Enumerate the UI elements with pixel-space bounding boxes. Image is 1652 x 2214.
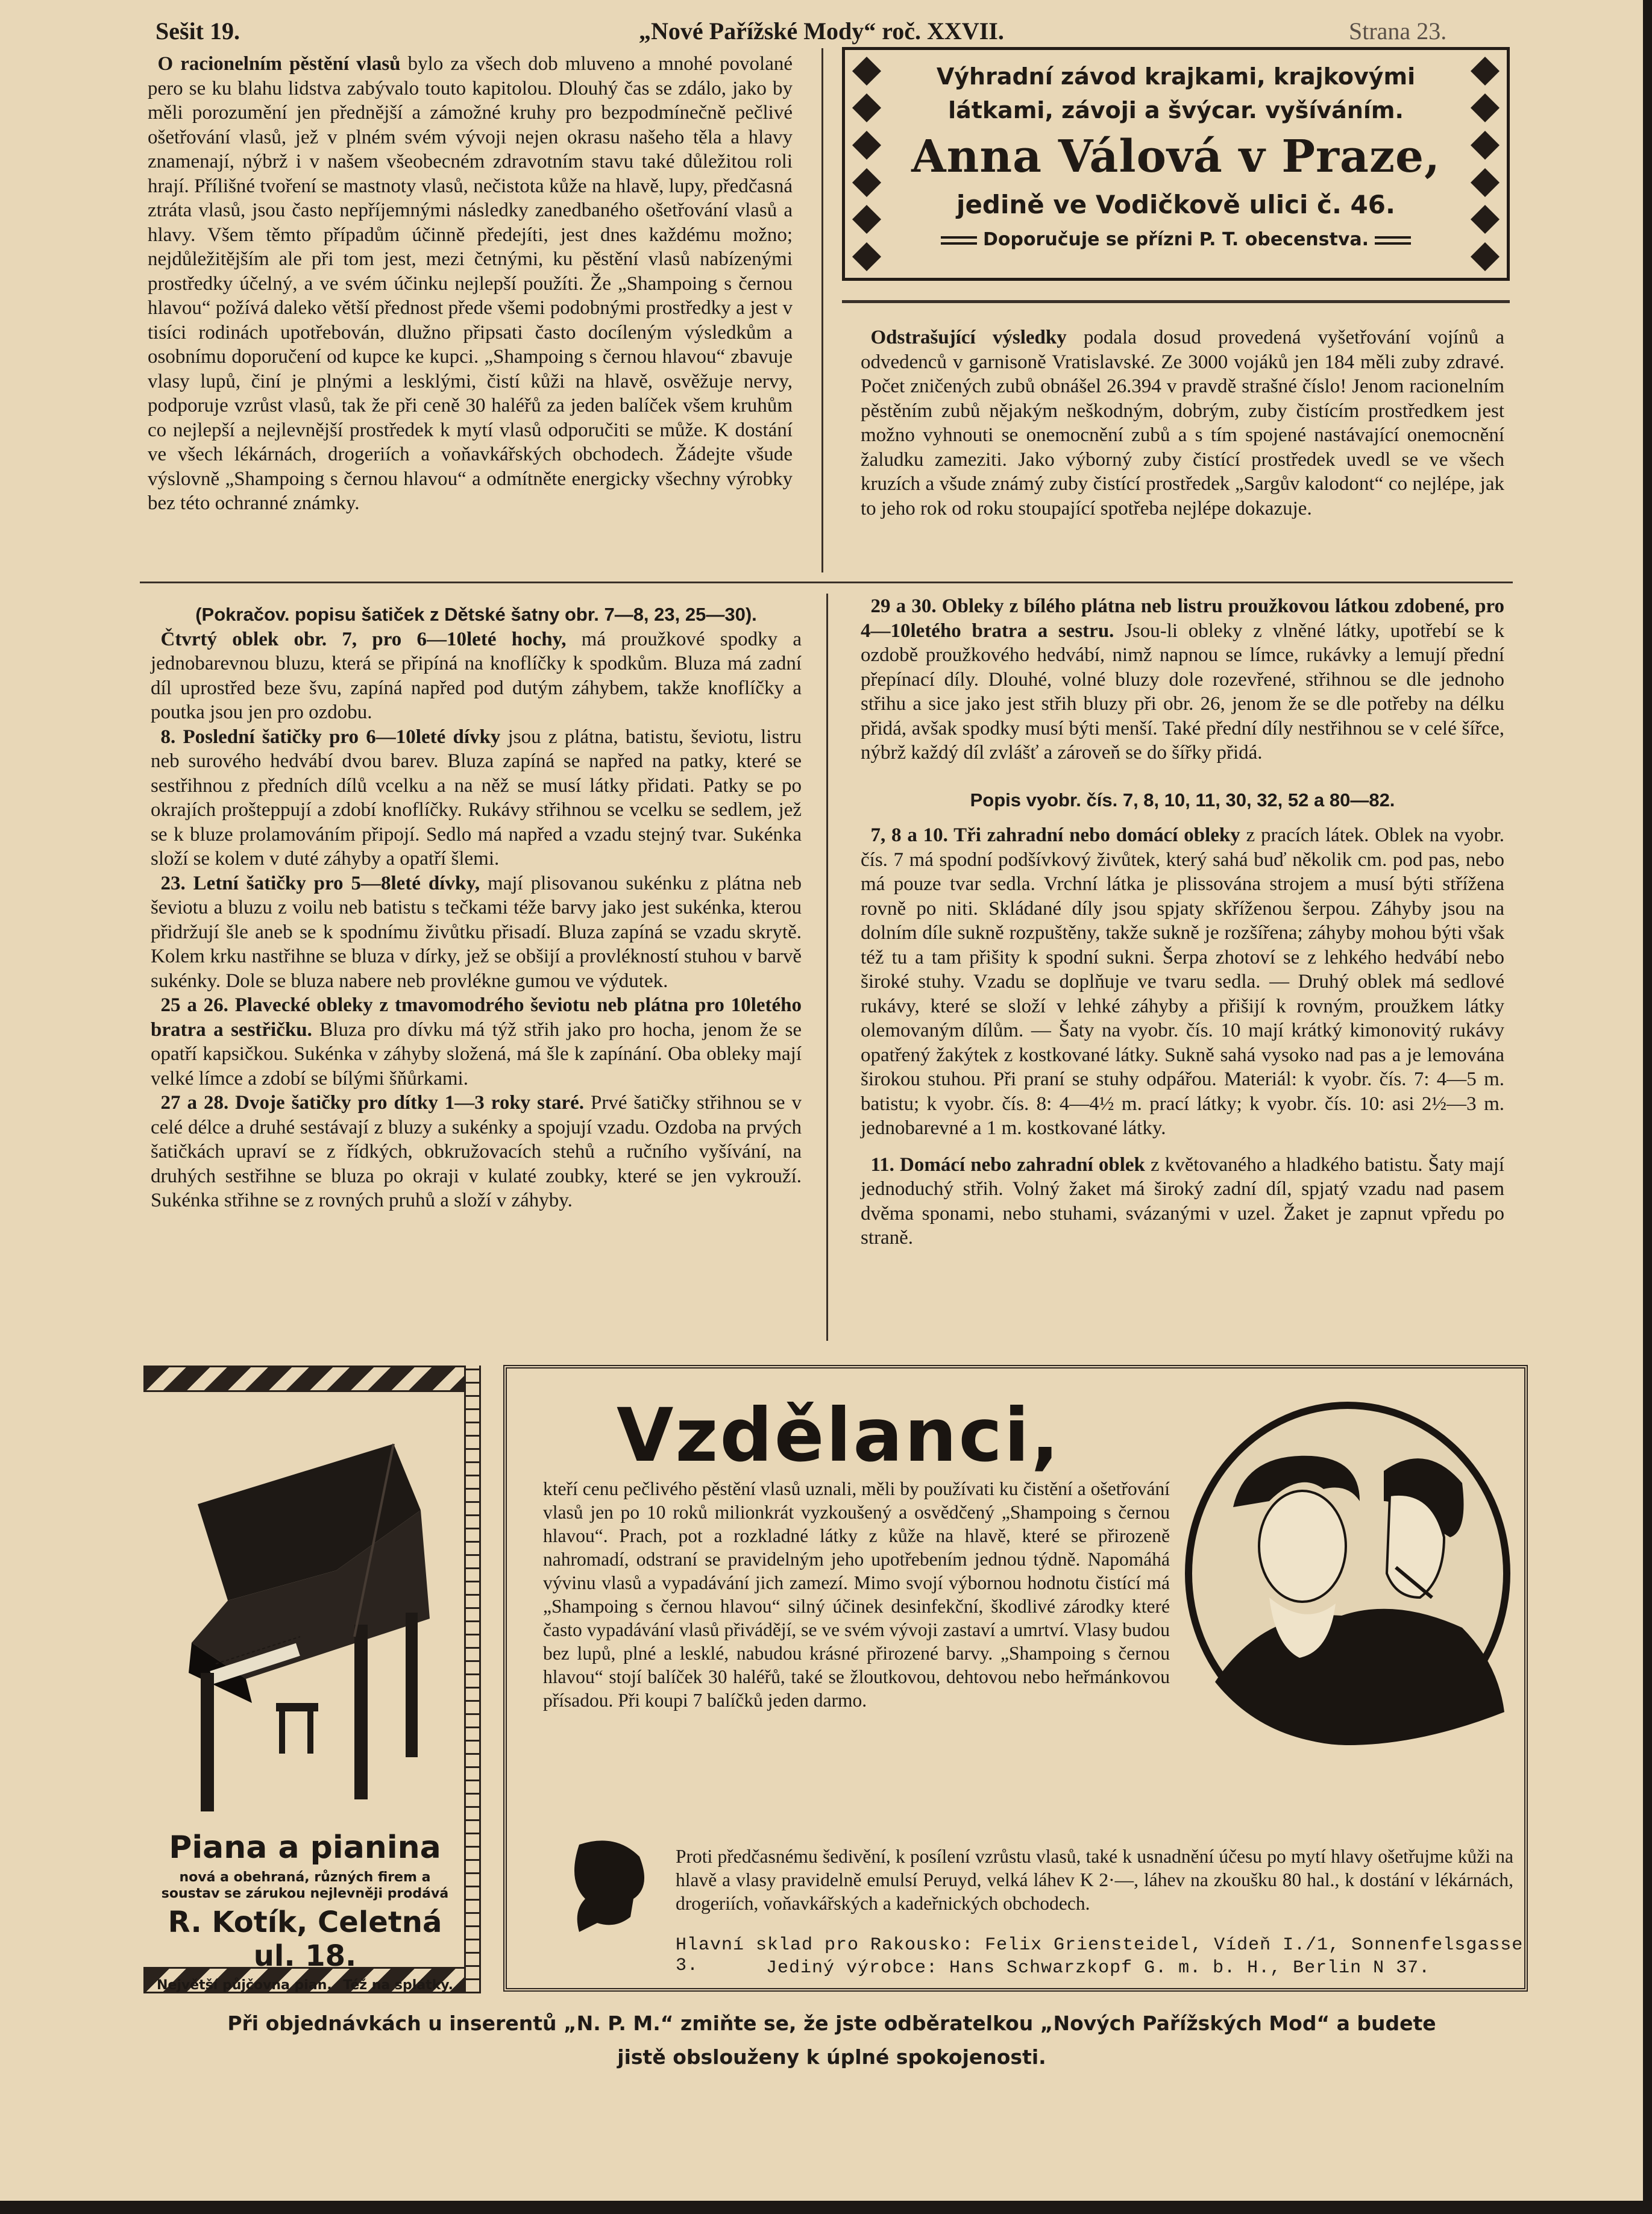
ad-vzdelanci-text2: Proti předčasnému šedivění, k posílení vzrůstu vlasů, také k usnadnění účesu po mytí hlavy ošetřujme kůži na hlavě a vlasy pravidelně emulsí Peruyd, velká láhev K 2·—, láhev na zkoušku 80 hal., k dostání v lékárnách, drogeriích, voňavkářských a kadeřnických obchodech. xyxy=(676,1846,1513,1914)
item-11: 11. Domácí nebo zahradní oblek z květovaného a hladkého batistu. Šaty mají jednoduchý střih. Volný žaket má široký zadní díl, spjatý vzadu nad pasem dvěma sponami, nebo stuhami, svázanými v uzel. Žaket je zapnut vpředu po straně. xyxy=(861,1153,1504,1249)
article-shampoo-lead: O racionelním pěstění vlasů xyxy=(157,53,401,75)
ad-piano-top-border xyxy=(143,1366,481,1392)
diamond-border-right xyxy=(1467,52,1503,275)
ad-piano-rental: Největší půjčovna pian. xyxy=(157,1978,332,1993)
item-29-30: 29 a 30. Obleky z bílého plátna neb listru proužkovou látkou zdobené, pro 4—10letého bratra a sestru. Jsou-li obleky z vlněné látky, upotřebí se k ozdobě proužkového hedvábí, nimž napnou se límce, rukávky a lemují přední přepínací díly. Dlouhé, volné bluzy dole rozevřené, střihnou se dle jednoho střihu a sice jako jest střih bluzy při obr. 26, jenom že se dle potřeby na délku přidá, avšak spodky musí býti menší. Také přední díly nestřihnou se v celé šířce, nýbrž každý díl zvlášť a zároveň se do šířky přidá. xyxy=(861,595,1504,764)
diamond-border-left xyxy=(849,52,885,275)
item-8: 8. Poslední šatičky pro 6—10leté dívky jsou z plátna, batistu, ševiotu, listru neb surového hedvábí dvou barev. Bluza zapíná se napřed na patky, které se sestřihnou z předních dílů vcelku a na něž se musí látky přidati. Patky se po okrajích prošteppují a zdobí knoflíčky. Rukávy střihnou se vcelku se sedlem, jež se k bluze prolamováním připojí. Sedlo má napřed a vzadu stejný tvar. Sukénka složí se kolem v duté záhyby a opatří šlemi. xyxy=(151,726,802,870)
article-teeth xyxy=(861,325,1504,521)
grand-piano-illustration xyxy=(155,1420,457,1830)
ad-vzdelanci-title: Vzdělanci, xyxy=(617,1393,1061,1478)
header-issue: Sešit 19. xyxy=(155,17,240,45)
article-teeth-lead: Odstrašující výsledky xyxy=(870,327,1067,348)
header-magazine: „Nové Pařížské Mody“ roč. XXVII. xyxy=(639,17,1004,45)
header-page: Strana 23. xyxy=(1349,17,1447,45)
article-shampoo xyxy=(148,52,793,516)
ad-vzdelanci-warehouse: Hlavní sklad pro Rakousko: Felix Griensteidel, Vídeň I./1, Sonnenfelsgasse 3. xyxy=(676,1935,1524,1976)
ad-lace-rule xyxy=(842,300,1510,303)
ad-piano-name: R. Kotík, Celetná ul. 18. xyxy=(168,1905,442,1973)
ad-lace xyxy=(842,47,1510,281)
ad-lace-recommend: Doporučuje se přízni P. T. obecenstva. xyxy=(887,229,1465,250)
column-rule-middle xyxy=(826,594,828,1341)
section-divider xyxy=(140,582,1513,583)
article-teeth-body: podala dosud provedená vyšetřování vojínů a odvedenců v garnisoně Vratislavské. Ze 3000 vojáků jen 184 měli zuby zdravé. Počet zničených zubů obnášel 26.394 v pravdě strašné číslo! Jenom racionelním pěstěním zubů nějakým neškodným, dobrým, zuby čistícím prostředkem jest možno vyhnouti se onemocnění zubů a s tím spojené nastávající onemocnění žaludku zameziti. Jako výborný zuby čistící prostředek uvedl se ve všech kruzích a všude známý zuby čistící prostředek „Sargův kalodont“ co nejlépe, jak to jeho rok od roku stoupající spotřeba nejlépe dokazuje. xyxy=(861,327,1504,519)
ad-lace-line2: látkami, závoji a švýcar. vyšíváním. xyxy=(948,97,1404,124)
item-23: 23. Letní šatičky pro 5—8leté dívky, mají plisovanou sukénku z plátna neb ševiotu a bluzu z voilu neb batistu s tečkami téže barvy jako jest sukénka, kterou přidržují šle aneb se k spodnímu živůtku přisadí. Bluza zapíná se vzadu skrytě. Kolem krku nastřihne se bluza v dírky, jež se obšijí a provlékností stuhou v barvě sukénky. Dole se bluza nabere neb provlékne gumou ve výdutek. xyxy=(151,872,802,992)
ad-piano-title: Piana a pianina xyxy=(169,1830,441,1866)
ad-vzdelanci-text1: kteří cenu pečlivého pěstění vlasů uznali, měli by používati ku čistění a ošetřování vlasů jen po 10 roků milionkrát vyzkoušený a osvědčený „Shampoing s černou hlavou“. Prach, pot a rozkladné látky z kůže na hlavě, které se přirozeně nahromadí, odstraní se pravidelným jeho upotřebením jednou týdně. Napomáhá vývinu vlasů a vypadávání jich zamezí. Mimo svojí výbornou hodnotu čistící má „Shampoing s černou hlavou“ silný účinek desinfekční, škodlivé zárodky které často vypadávání vlasů přivádějí, se ve svém vývoji zastaví a umrtví. Vlasy budou bez lupů, plné a lesklé, nabudou krásné přirozené barvy. „Shampoing s černou hlavou“ stojí balíček 30 haléřů, také se žloutkovou, dehtovou nebo heřmánkovou přísadou. Při koupi 7 balíčků jeden darmo. xyxy=(543,1478,1170,1711)
silhouette-head-icon xyxy=(555,1833,658,1935)
ad-piano xyxy=(143,1366,481,1993)
item-7: Čtvrtý oblek obr. 7, pro 6—10leté hochy, má proužkové spodky a jednobarevnou bluzu, která se připíná na knoflíčky k spodkům. Bluza má zadní díl uprostřed beze švu, zapíná napřed pod dutým záhybem, takže knoflíčky a poutka jsou jen pro ozdobu. xyxy=(151,628,802,723)
ad-piano-subtitle: nová a obehraná, různých firem a soustav se zárukou nejlevněji prodává xyxy=(161,1870,449,1901)
ad-lace-line1: Výhradní závod krajkami, krajkovými xyxy=(936,63,1416,90)
ad-vzdelanci-manufacturer: Jediný výrobce: Hans Schwarzkopf G. m. b. H., Berlin N 37. xyxy=(766,1958,1431,1978)
ad-piano-side-border xyxy=(464,1366,481,1993)
left-column xyxy=(151,603,802,1213)
ad-lace-name: Anna Válová v Praze, xyxy=(911,131,1440,183)
ad-lace-address: jedině ve Vodičkově ulici č. 46. xyxy=(956,190,1395,219)
column-rule-top xyxy=(821,48,823,572)
right-column-heading: Popis vyobr. čís. 7, 8, 10, 11, 30, 32, 52 a 80—82. xyxy=(970,789,1395,811)
ad-vzdelanci xyxy=(503,1365,1528,1992)
right-column xyxy=(861,594,1504,1250)
item-27-28: 27 a 28. Dvoje šatičky pro dítky 1—3 roky staré. Prvé šatičky střihnou se v celé délce a druhé sestávají z bluzy a sukénky a spojují vzadu. Ozdoba na prvých šatičkách upraví se z řídkých, obkružovacích stehů a ručního vyšívání, na druhých sestřihne se bluza po okraji v kulaté zoubky, které se jen vykrouží. Sukénka střihne se z rovných pruhů a složí v záhyby. xyxy=(151,1092,802,1211)
item-7-8-10: 7, 8 a 10. Tři zahradní nebo domácí obleky z pracích látek. Oblek na vyobr. čís. 7 má spodní podšívkový živůtek, který sahá buď několik cm. pod pas, nebo má pouze tvar sedla. Vrchní látka je plissována strojem a musí býti střížena rovně po niti. Skládané díly jsou spjaty skříženou šerpou. Záhyby jsou na dolním díle sukně rozpuštěny, takže sukně je rozšířena; záhyby mohou býti však též tu a tam přišity k spodní sukni. Šerpa zhotoví se z lehkého hedvábí nebo široké stuhy. Vzadu se doplňuje ve tvaru sedla. — Druhý oblek má sedlové rukávy, které se složí v lehké záhyby a přišijí k rovným, proužkem látky olemovaným dílům. — Šaty na vyobr. čís. 10 mají krátký kimonovitý rukávy opatřený žakýtek z kostkované látky. Sukně sahá vysoko nad pas a je lemována širokou stuhou. Při praní se stuhy odpářou. Materiál: k vyobr. čís. 7: 4—5 m. batistu; k vyobr. čís. 8: 4—4½ m. prací látky; k vyobr. čís. 10: asi 2½—3 m. jednobarevné a 1 m. kostkované látky. xyxy=(861,824,1504,1139)
couple-portrait-illustration xyxy=(1179,1399,1516,1748)
left-column-heading: (Pokračov. popisu šatiček z Dětské šatny obr. 7—8, 23, 25—30). xyxy=(195,604,757,625)
ad-piano-installments: Též na splátky. xyxy=(343,1978,453,1993)
footer-line1: Při objednávkách u inserentů „N. P. M.“ zmiňte se, že jste odběratelkou „Nových Pařížských Mod“ a budete xyxy=(227,2012,1436,2035)
footer-line2: jistě obslouženy k úplné spokojenosti. xyxy=(617,2045,1046,2069)
article-shampoo-body: bylo za všech dob mluveno a mnohé povolané pero se ku blahu lidstva zabývalo touto kapitolou. Dlouhý čas se zdálo, jako by měli porozumění jen přednější a zámožné kruhy pro bezpodmínečně pečlivé ošetřování vlasů, jež v plném svém vývoji nejen okrasu našeho těla a hlavy znamenají, nýbrž i v našem všeobecném zdravotním stavu také důležitou roli hrají. Přílišné tvoření se mastnoty vlasů, nečistota kůže na hlavě, lupy, předčasná ztráta vlasů, jsou často nepříjemnými následky zanedbaného ošetřování vlasů a hlavy. Všem těmto případům účinně předejíti, jest dnes každému možno; nejdůležitějším ale při tom jest, mezi četnými, ku pěstění vlasů nabízenými prostředky účelný, a ve svém účinku nejlepší použíti. Že „Shampoing s černou hlavou“ požívá daleko větší přednost přede všemi podobnými prostředky a jest v tisíci rodinách upotřebován, dlužno připsati často docíleným výsledkům a osobnímu doporučení od kupce ke kupci. „Shampoing s černou hlavou“ zbavuje vlasy lupů, činí je plnými a lesklými, čistí kůži na hlavě, osvěžuje nervy, podporuje vzrůst vlasů, tak že při ceně 30 haléřů za jeden balíček všem kruhům co nejlepší a nejlevnější prostředek k mytí vlasů odporučiti se může. K dostání ve všech lékárnách, drogeriích a voňavkářských obchodech. Žádejte všude výslovně „Shampoing s černou hlavou“ a odmítněte energicky všechny výrobky bez této ochranné známky. xyxy=(148,53,793,514)
item-25-26: 25 a 26. Plavecké obleky z tmavomodrého ševiotu neb plátna pro 10letého bratra a sestřičku. Bluza pro dívku má týž střih jako pro hocha, jenom že se opatří kapsičkou. Sukénka v záhyby složená, má šle k zapínání. Oba obleky mají velké límce a zdobí se bílými šňůrkami. xyxy=(151,994,802,1090)
